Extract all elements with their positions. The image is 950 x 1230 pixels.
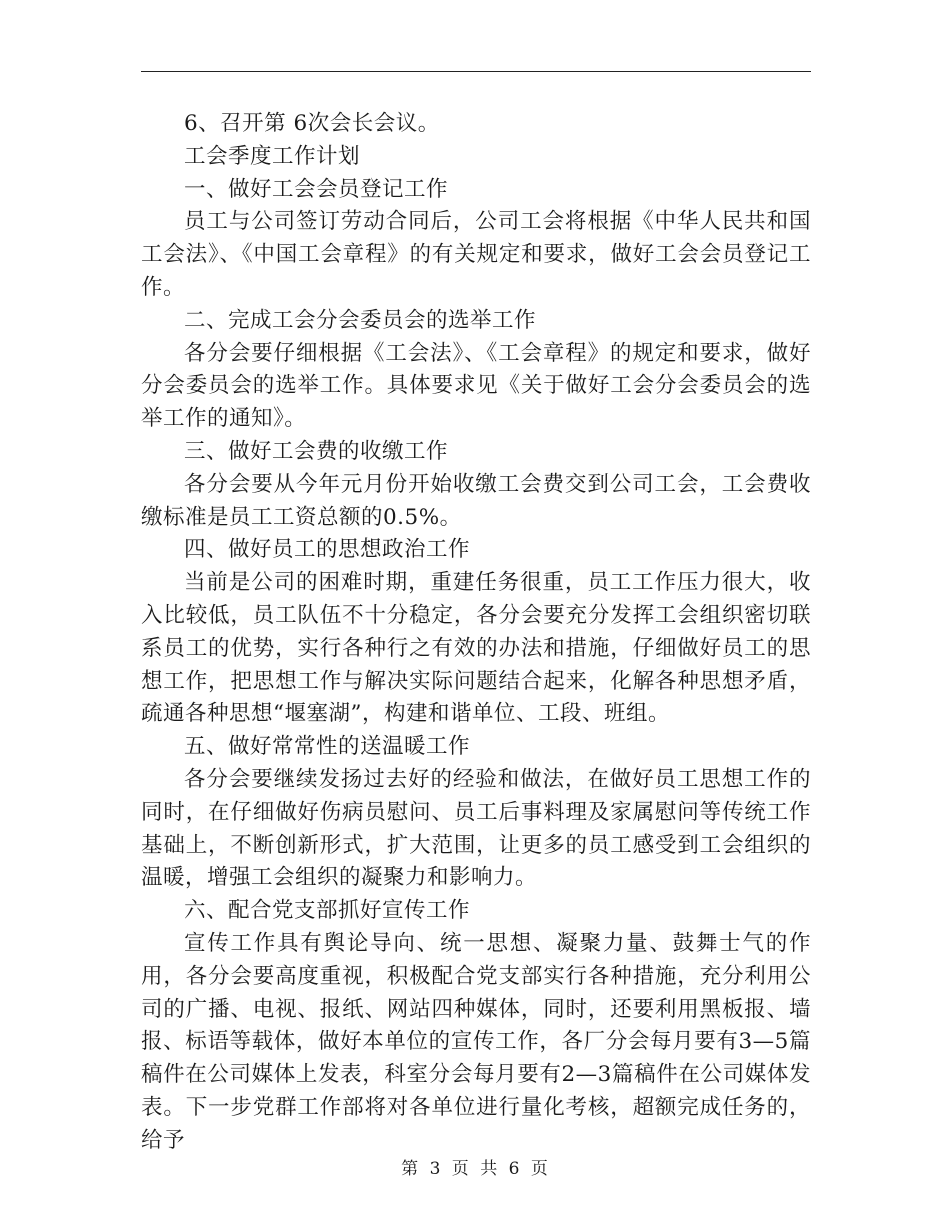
document-body	[141, 108, 811, 1158]
section-heading: 四、做好员工的思想政治工作	[184, 537, 471, 563]
paragraph: 6、召开第 6次会长会议。	[184, 111, 440, 136]
section-heading: 二、完成工会分会委员会的选举工作	[184, 307, 537, 333]
section-heading: 三、做好工会费的收缴工作	[184, 438, 449, 464]
paragraph: 当前是公司的困难时期，重建任务很重，员工工作压力很大，收入比较低，员工队伍不十分稳定，各分会要充分发挥工会组织密切联系员工的优势，实行各种行之有效的办法和措施，仔细做好员工的思想工作，把思想工作与解决实际问题结合起来，化解各种思想矛盾，疏通各种思想“堰塞湖”，构建和谐单位、工段、班组。	[141, 570, 811, 727]
paragraph: 员工与公司签订劳动合同后，公司工会将根据《中华人民共和国工会法》、《中国工会章程》的有关规定和要求，做好工会会员登记工作。	[141, 209, 811, 300]
section-heading: 一、做好工会会员登记工作	[184, 176, 449, 202]
page-number-footer: 第 3 页 共 6 页	[401, 1159, 549, 1179]
section-title: 工会季度工作计划	[184, 143, 361, 169]
section-heading: 六、配合党支部抓好宣传工作	[184, 898, 471, 924]
paragraph: 各分会要从今年元月份开始收缴工会费交到公司工会，工会费收缴标准是员工工资总额的0.5%。	[141, 471, 811, 530]
paragraph: 宣传工作具有舆论导向、统一思想、凝聚力量、鼓舞士气的作用，各分会要高度重视，积极配合党支部实行各种措施，充分利用公司的广播、电视、报纸、网站四种媒体，同时，还要利用黑板报、墙报、标语等载体，做好本单位的宣传工作，各厂分会每月要有3—5篇稿件在公司媒体上发表，科室分会每月要有2—3篇稿件在公司媒体发表。下一步党群工作部将对各单位进行量化考核，超额完成任务的，给予	[141, 930, 811, 1153]
paragraph: 各分会要继续发扬过去好的经验和做法，在做好员工思想工作的同时，在仔细做好伤病员慰问、员工后事料理及家属慰问等传统工作基础上，不断创新形式，扩大范围，让更多的员工感受到工会组织的温暖，增强工会组织的凝聚力和影响力。	[141, 766, 811, 891]
section-heading: 五、做好常常性的送温暖工作	[184, 734, 471, 760]
header-rule	[141, 71, 811, 72]
paragraph: 各分会要仔细根据《工会法》、《工会章程》的规定和要求，做好分会委员会的选举工作。具体要求见《关于做好工会分会委员会的选举工作的通知》。	[141, 340, 811, 432]
